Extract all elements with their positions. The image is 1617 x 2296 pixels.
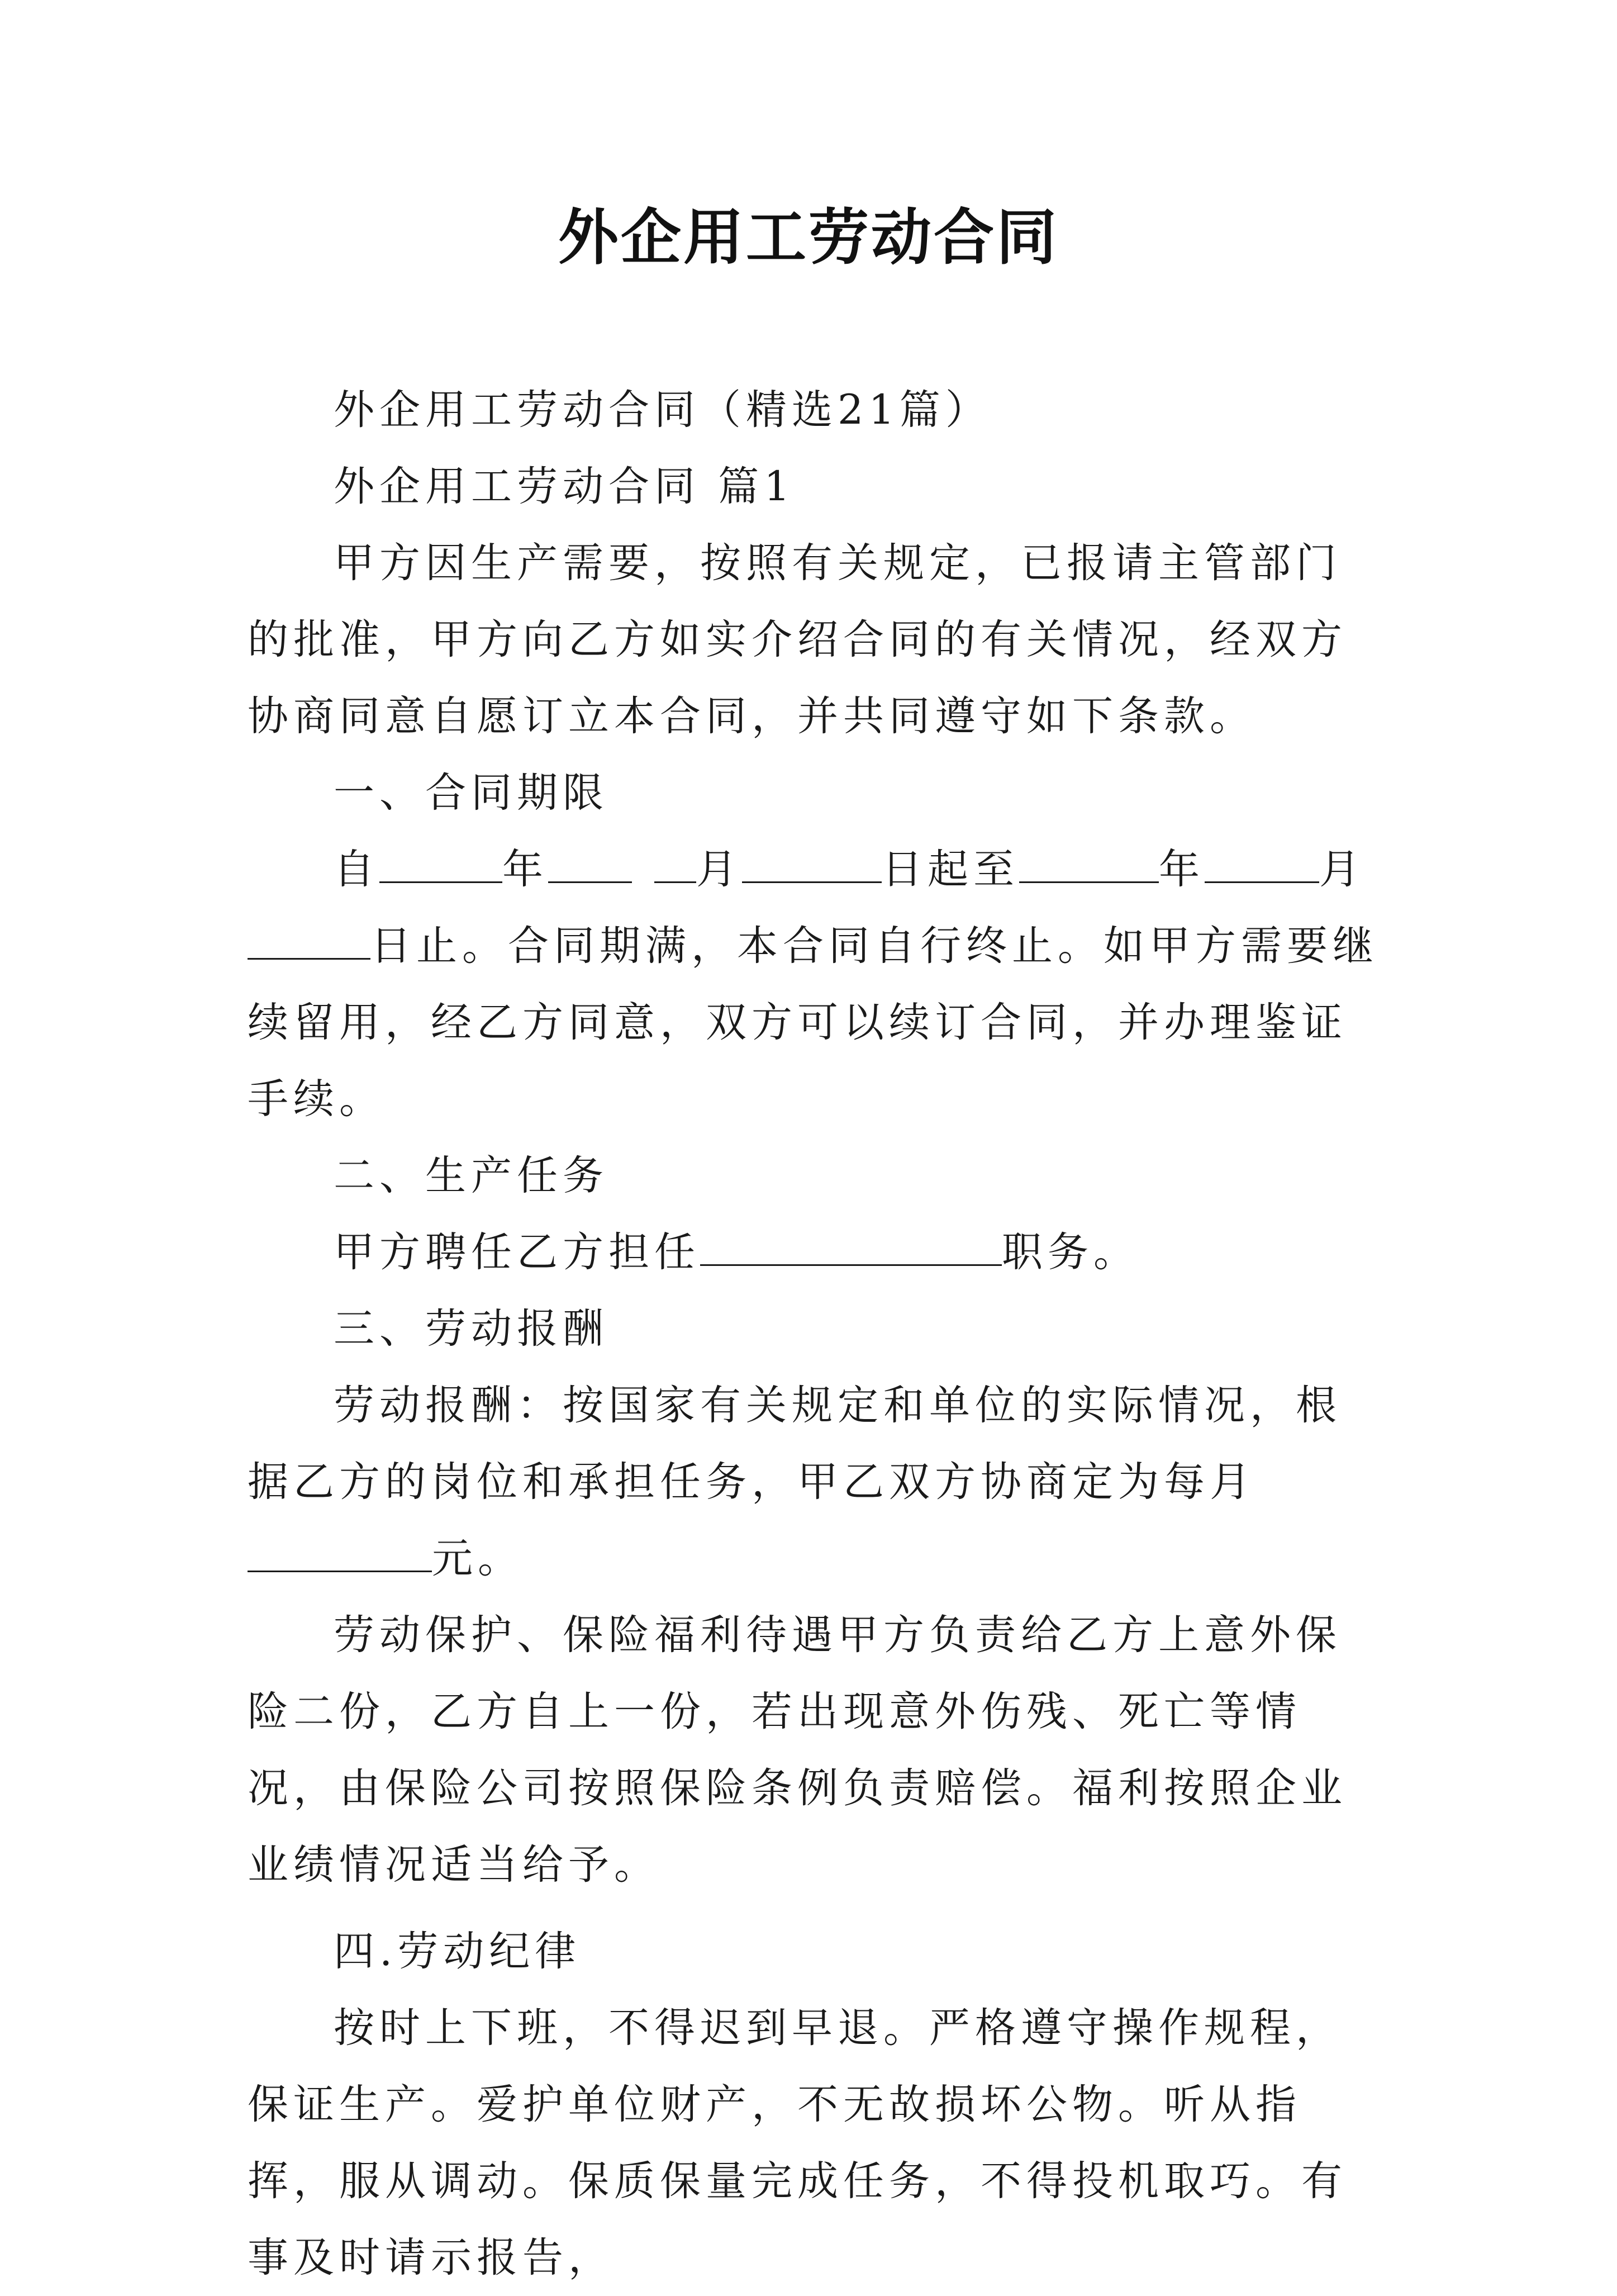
clause-1-text	[248, 831, 1382, 1137]
blank-field	[1205, 845, 1319, 883]
blank-field	[1019, 845, 1159, 883]
clause-3-text-part: 劳动报酬：按国家有关规定和单位的实际情况，根据乙方的岗位和承担任务，甲乙双方协商定为每月	[248, 1382, 1342, 1506]
clause-1-text-part: 日止。合同期满，本合同自行终止。如甲方需要继续留用，经乙方同意，双方可以续订合同，并办理鉴证手续。	[248, 922, 1378, 1123]
clause-1-text-part: 年	[1159, 846, 1205, 893]
blank-field	[654, 845, 696, 883]
clause-1-text-part: 自	[334, 846, 379, 893]
clause-1-title: 一、合同期限	[334, 769, 608, 817]
clause-4-title: 四.劳动纪律	[334, 1928, 581, 1975]
blank-field	[548, 845, 632, 883]
clause-2-text-part: 甲方聘任乙方担任	[334, 1228, 700, 1276]
clause-1-text-part: 日起至	[882, 846, 1019, 893]
clause-1-text-part: 年	[502, 846, 548, 893]
document-title: 外企用工劳动合同	[558, 202, 1059, 273]
blank-field	[248, 921, 370, 960]
section-heading: 外企用工劳动合同 篇1	[334, 463, 795, 510]
blank-field	[742, 845, 882, 883]
blank-field	[248, 1534, 432, 1572]
clause-2-text	[248, 1214, 1382, 1291]
clause-3-welfare: 劳动保护、保险福利待遇甲方负责给乙方上意外保险二份，乙方自上一份，若出现意外伤残、死亡等情况，由保险公司按照保险条例负责赔偿。福利按照企业业绩情况适当给予。	[248, 1611, 1347, 1889]
intro-paragraph: 甲方因生产需要，按照有关规定，已报请主管部门的批准，甲方向乙方如实介绍合同的有关情况，经双方协商同意自愿订立本合同，并共同遵守如下条款。	[248, 539, 1347, 740]
clause-1-text-part: 月	[696, 846, 742, 893]
blank-field	[700, 1227, 1002, 1266]
clause-3-text	[248, 1367, 1382, 1597]
document-body	[248, 372, 1382, 2296]
document-subtitle: 外企用工劳动合同（精选21篇）	[334, 386, 991, 434]
clause-3-title: 三、劳动报酬	[334, 1305, 608, 1353]
clause-1-text-part: 月	[1319, 846, 1365, 893]
clause-2-title: 二、生产任务	[334, 1152, 608, 1199]
clause-3-text-part: 元。	[432, 1535, 524, 1582]
clause-2-text-part: 职务。	[1002, 1228, 1139, 1276]
clause-4-text: 按时上下班，不得迟到早退。严格遵守操作规程，保证生产。爱护单位财产，不无故损坏公物。听从指挥，服从调动。保质保量完成任务，不得投机取巧。有事及时请示报告，	[248, 2004, 1347, 2281]
blank-field	[379, 845, 502, 883]
